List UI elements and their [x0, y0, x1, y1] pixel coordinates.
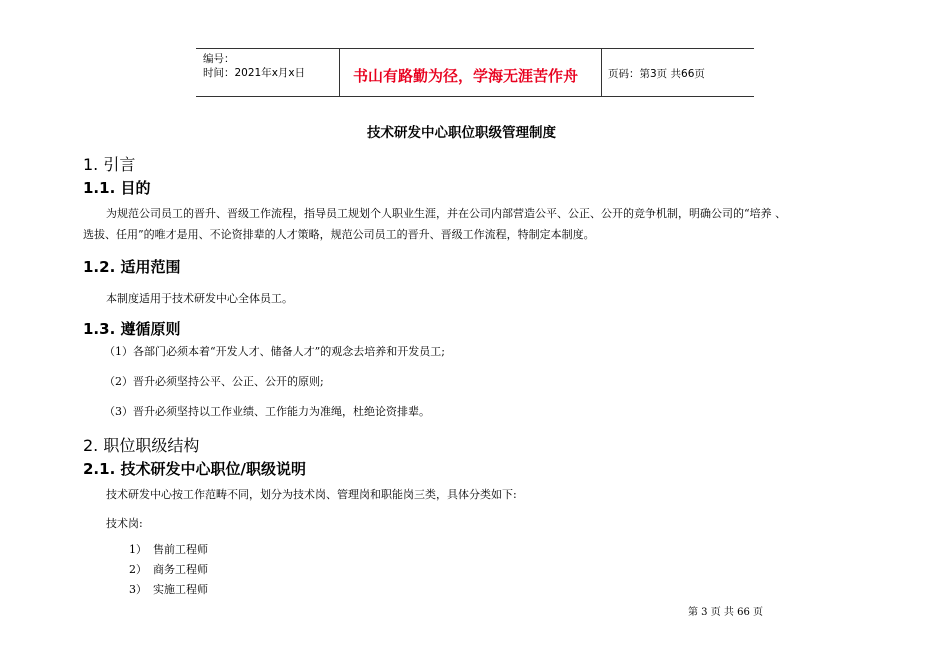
list-item-number: 2） — [129, 563, 147, 576]
list-item-number: 1） — [129, 543, 147, 556]
section-heading-1-1: 1.1. 目的 — [83, 179, 151, 197]
principle-item-2: （2）晋升必须坚持公平、公正、公开的原则; — [104, 375, 324, 388]
list-item-number: 3） — [129, 583, 147, 596]
header-bottom-border — [196, 96, 754, 97]
section-heading-1-2: 1.2. 适用范围 — [83, 258, 181, 276]
header-top-border — [196, 48, 754, 49]
principle-item-1: （1）各部门必须本着“开发人才、储备人才”的观念去培养和开发员工; — [104, 345, 445, 358]
document-title: 技术研发中心职位职级管理制度 — [367, 125, 556, 141]
paragraph-scope: 本制度适用于技术研发中心全体员工。 — [106, 292, 293, 305]
list-item: 商务工程师 — [153, 563, 208, 576]
header-page-info: 页码：第3页 共66页 — [608, 68, 705, 80]
paragraph-purpose-line1: 为规范公司员工的晋升、晋级工作流程，指导员工规划个人职业生涯，并在公司内部营造公平、公正、公开的竞争机制，明确公司的“培养 、 — [106, 207, 787, 220]
section-heading-1: 1. 引言 — [83, 155, 136, 174]
paragraph-tech-post-label: 技术岗: — [106, 517, 143, 530]
list-item: 实施工程师 — [153, 583, 208, 596]
paragraph-classification: 技术研发中心按工作范畴不同，划分为技术岗、管理岗和职能岗三类，具体分类如下: — [106, 488, 517, 501]
section-heading-2: 2. 职位职级结构 — [83, 436, 200, 455]
header-divider-right — [601, 48, 602, 96]
list-item: 售前工程师 — [153, 543, 208, 556]
header-divider-left — [339, 48, 340, 96]
header-motto: 书山有路勤为径，学海无涯苦作舟 — [353, 67, 579, 85]
header-number-label: 编号： — [203, 53, 235, 65]
section-heading-2-1: 2.1. 技术研发中心职位/职级说明 — [83, 460, 306, 478]
header-time-label: 时间：2021年x月x日 — [203, 67, 306, 79]
principle-item-3: （3）晋升必须坚持以工作业绩、工作能力为准绳，杜绝论资排辈。 — [104, 405, 430, 418]
paragraph-purpose-line2: 选拔、任用”的唯才是用、不论资排辈的人才策略，规范公司员工的晋升、晋级工作流程，特制定本制度。 — [83, 228, 595, 241]
page-footer: 第 3 页 共 66 页 — [688, 607, 763, 618]
section-heading-1-3: 1.3. 遵循原则 — [83, 320, 181, 338]
